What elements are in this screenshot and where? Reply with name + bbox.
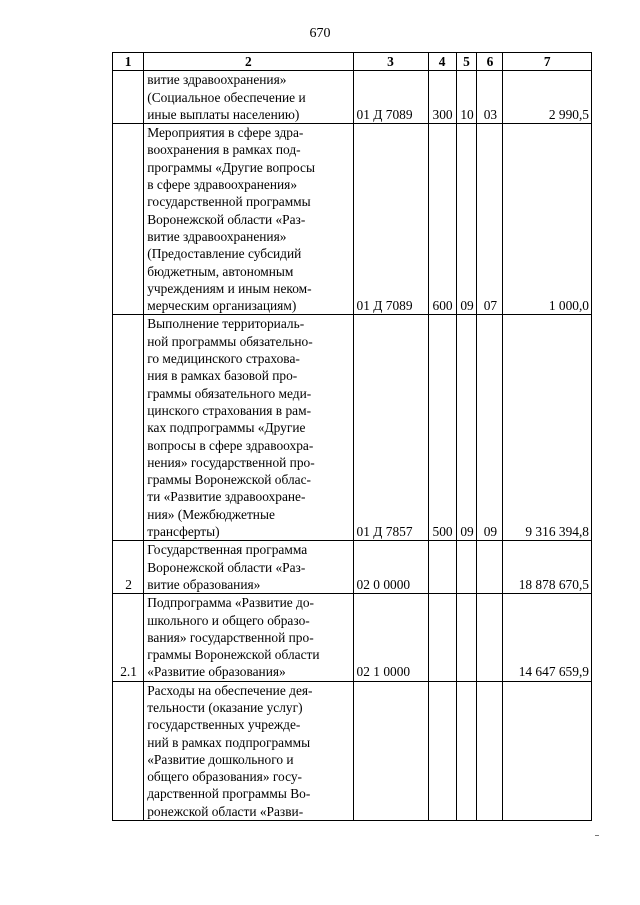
- subsection-code: 09: [477, 315, 503, 541]
- expense-type: [428, 681, 456, 820]
- row-name: Расходы на обеспечение дея- тельности (оказание услуг) государственных учрежде- ний в рамках подпрограммы «Развитие дошкольного и общего образования» госу- дарственной программы Во- ронежской области «Разви-: [144, 681, 353, 820]
- target-code: 01 Д 7857: [353, 315, 428, 541]
- section-code: 09: [456, 315, 477, 541]
- amount: 9 316 394,8: [503, 315, 592, 541]
- target-code: 01 Д 7089: [353, 71, 428, 124]
- expense-type: 300: [428, 71, 456, 124]
- row-name: Выполнение территориаль- ной программы обязательно- го медицинского страхова- ния в рамках базовой про- граммы обязательного меди- цинского страхования в рам- ках подпрограммы «Другие вопросы в сфере здравоохра- нения» государственной про- граммы Воронежской облас- ти «Развитие здравоохране- ния» (Межбюджетные трансферты): [144, 315, 353, 541]
- section-code: [456, 594, 477, 681]
- row-number: [113, 71, 144, 124]
- expense-type: 600: [428, 124, 456, 315]
- amount: 18 878 670,5: [503, 541, 592, 594]
- table-row: [113, 541, 592, 594]
- column-header-3: 3: [353, 53, 428, 71]
- row-number: 2: [113, 541, 144, 594]
- subsection-code: 07: [477, 124, 503, 315]
- column-header-1: 1: [113, 53, 144, 71]
- section-code: [456, 681, 477, 820]
- target-code: [353, 681, 428, 820]
- target-code: 02 1 0000: [353, 594, 428, 681]
- row-name: Мероприятия в сфере здра- воохранения в рамках под- программы «Другие вопросы в сфере здравоохранения» государственной программы Воронежской области «Раз- витие здравоохранения» (Предоставление субсидий бюджетным, автономным учреждениям и иным неком- мерческим организациям): [144, 124, 353, 315]
- column-header-4: 4: [428, 53, 456, 71]
- table-row: [113, 681, 592, 820]
- expense-type: [428, 541, 456, 594]
- row-number: [113, 124, 144, 315]
- subsection-code: [477, 541, 503, 594]
- table-row: [113, 594, 592, 681]
- table-row: [113, 124, 592, 315]
- subsection-code: [477, 681, 503, 820]
- budget-table: [112, 52, 592, 821]
- row-number: 2.1: [113, 594, 144, 681]
- column-header-2: 2: [144, 53, 353, 71]
- target-code: 02 0 0000: [353, 541, 428, 594]
- amount: 1 000,0: [503, 124, 592, 315]
- subsection-code: 03: [477, 71, 503, 124]
- expense-type: 500: [428, 315, 456, 541]
- amount: 14 647 659,9: [503, 594, 592, 681]
- row-name: Государственная программа Воронежской области «Раз- витие образования»: [144, 541, 353, 594]
- row-name: Подпрограмма «Развитие до- школьного и общего образо- вания» государственной про- граммы Воронежской области «Развитие образования»: [144, 594, 353, 681]
- column-header-7: 7: [503, 53, 592, 71]
- column-header-5: 5: [456, 53, 477, 71]
- subsection-code: [477, 594, 503, 681]
- row-number: [113, 681, 144, 820]
- page-number: 670: [309, 26, 331, 41]
- row-name: витие здравоохранения» (Социальное обеспечение и иные выплаты населению): [144, 71, 353, 124]
- table-header-row: [113, 53, 592, 71]
- table-row: [113, 71, 592, 124]
- target-code: 01 Д 7089: [353, 124, 428, 315]
- amount: 2 990,5: [503, 71, 592, 124]
- column-header-6: 6: [477, 53, 503, 71]
- amount: [503, 681, 592, 820]
- section-code: [456, 541, 477, 594]
- row-number: [113, 315, 144, 541]
- expense-type: [428, 594, 456, 681]
- section-code: 09: [456, 124, 477, 315]
- scan-mark: [595, 835, 599, 836]
- table-row: [113, 315, 592, 541]
- section-code: 10: [456, 71, 477, 124]
